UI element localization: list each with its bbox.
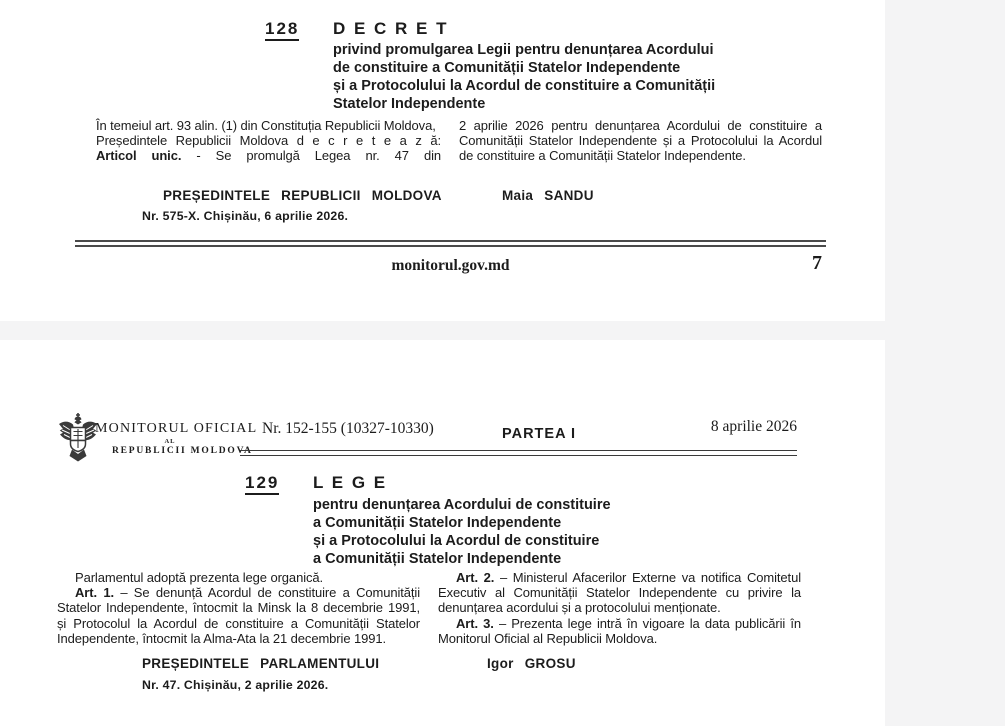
decree-reference: Nr. 575-X. Chișinău, 6 aprilie 2026. [142,209,349,223]
masthead-double-rule [240,450,797,456]
masthead-subtitle: REPUBLICII MOLDOVA [112,446,253,456]
paragraph: Parlamentul adoptă prezenta lege organică. [75,570,324,585]
law-subtitle [313,496,611,568]
footer-double-rule [75,240,826,247]
law-reference: Nr. 47. Chișinău, 2 aprilie 2026. [142,678,329,692]
decree-subtitle-line: de constituire a Comunității Statelor Independente [333,60,681,76]
law-title: L E G E [313,473,388,492]
law-signature-name: Igor GROSU [487,656,576,671]
law-body-left-column [57,570,420,646]
decree-body [78,118,822,164]
law-body [57,570,801,646]
decree-subtitle [333,41,715,113]
decree-number: 128 [265,19,299,41]
paragraph: Art. 2. – Ministerul Afacerilor Externe va notifica Comitetul Executiv al Comunității Statelor Independente cu privire la denunțarea acordului și a protocolului menționate. [438,570,801,616]
decree-signature-role: PREȘEDINTELE REPUBLICII MOLDOVA [163,188,442,203]
masthead-part-label: PARTEA I [502,426,577,442]
paragraph: 2 aprilie 2026 pentru denunțarea Acordului de constituire a Comunității Statelor Independente și a Protocolului la Acordul de constituire a Comunității Statelor Independente. [459,118,822,164]
paragraph: Art. 3. – Prezenta lege intră în vigoare la data publicării în Monitorul Oficial al Republicii Moldova. [438,615,801,646]
page-number: 7 [812,252,822,274]
masthead-date: 8 aprilie 2026 [710,418,797,435]
law-subtitle-line: a Comunității Statelor Independente [313,551,562,567]
decree-title: D E C R E T [333,19,449,38]
paragraph: Președintele Republicii Moldova d e c r e t e a z ă: [96,133,441,149]
paragraph: Articol unic. - Se promulgă Legea nr. 47 din [96,148,441,164]
law-body-right-column [438,570,801,646]
paragraph: Art. 1. – Se denunță Acordul de constituire a Comunității Statelor Independente, întocmit la Minsk la 8 decembrie 1991, și Protocolul la Acordul de constituire a Comunității Statelor Independente, întocmit la Alma-Ata la 21 decembrie 1991. [57,585,420,646]
law-number: 129 [245,473,279,495]
paragraph: În temeiul art. 93 alin. (1) din Constituția Republicii Moldova, [96,118,436,133]
page-8 [0,340,885,726]
law-subtitle-line: pentru denunțarea Acordului de constituire [313,497,611,513]
decree-body-right-column [459,118,822,164]
decree-body-left-column [78,118,441,164]
masthead-title-al: AL [164,438,176,445]
page-separator [0,321,885,340]
decree-signature-name: Maia SANDU [502,188,594,203]
law-signature-role: PREȘEDINTELE PARLAMENTULUI [142,656,380,671]
decree-subtitle-line: privind promulgarea Legii pentru denunțarea Acordului [333,42,714,58]
masthead-issue-number: Nr. 152-155 (10327-10330) [262,420,434,437]
masthead-title: MONITORUL OFICIAL [95,421,258,436]
decree-subtitle-line: și a Protocolului la Acordul de constituire a Comunității [333,78,716,94]
law-subtitle-line: a Comunității Statelor Independente [313,515,562,531]
moldova-coat-of-arms-icon [57,412,99,462]
page-7 [0,0,885,321]
footer-site-text: monitorul.gov.md [391,257,510,274]
law-subtitle-line: și a Protocolului la Acordul de constituire [313,533,600,549]
decree-subtitle-line: Statelor Independente [333,96,486,112]
